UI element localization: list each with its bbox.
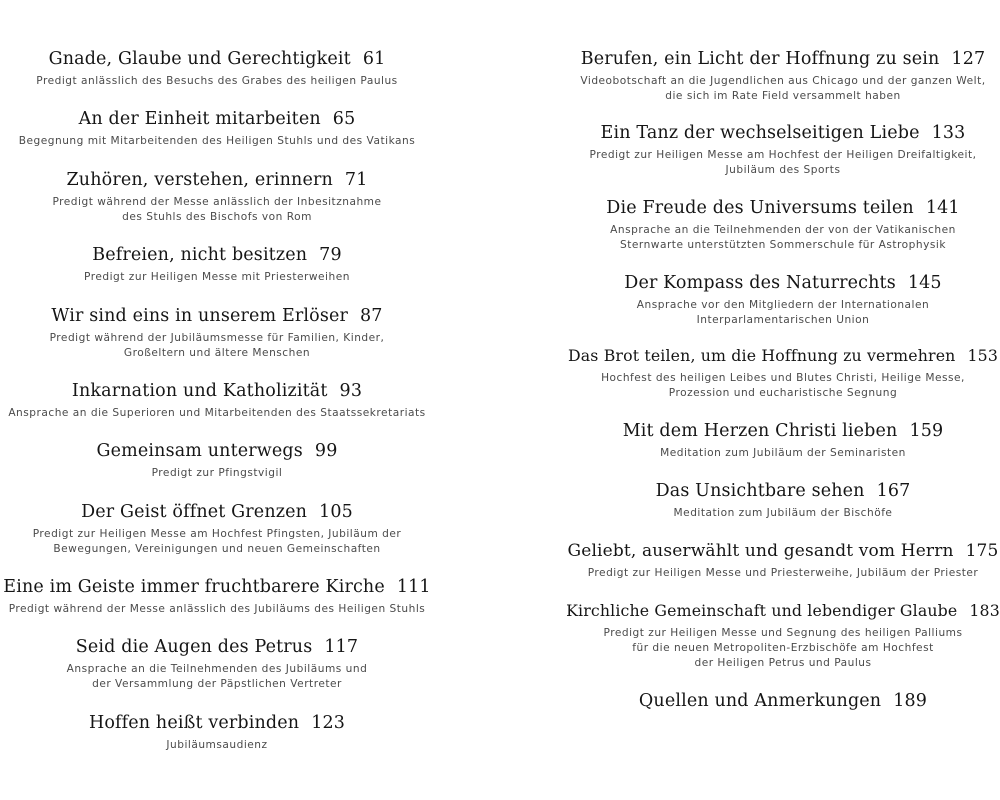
entry-title: Die Freude des Universums teilen [606, 198, 914, 218]
toc-entry [0, 501, 434, 557]
entry-title-line [566, 600, 1000, 622]
entry-title: Zuhören, verstehen, erinnern [66, 170, 333, 190]
entry-title-line [0, 48, 434, 70]
entry-title-line [0, 244, 434, 266]
entry-description-line: Meditation zum Jubiläum der Seminaristen [660, 447, 906, 459]
toc-entry [0, 712, 434, 753]
entry-page-number: 65 [332, 109, 356, 129]
entry-page-number: 145 [907, 273, 942, 293]
entry-description [0, 602, 434, 617]
entry-title-line [566, 540, 1000, 562]
entry-description-line: Predigt zur Heiligen Messe am Hochfest der Heiligen Dreifaltigkeit, [589, 149, 977, 161]
entry-title-line [566, 272, 1000, 294]
entry-page-number: 117 [324, 637, 359, 657]
entry-title-line [566, 197, 1000, 219]
entry-title-line [0, 380, 434, 402]
entry-description-line: Ansprache an die Teilnehmenden der von der Vatikanischen [610, 224, 956, 236]
toc-entry [566, 48, 1000, 104]
entry-title-line [0, 169, 434, 191]
toc-entry [566, 540, 1000, 581]
entry-title: Der Kompass des Naturrechts [624, 273, 896, 293]
entry-description [0, 270, 434, 285]
entry-page-number: 141 [925, 198, 960, 218]
toc-entry [566, 690, 1000, 712]
toc-entry [0, 440, 434, 481]
entry-title: Quellen und Anmerkungen [638, 691, 882, 711]
entry-description [566, 626, 1000, 671]
entry-description [566, 506, 1000, 521]
entry-page-number: 105 [319, 502, 353, 522]
entry-description-line: Predigt während der Messe anlässlich des Jubiläums des Heiligen Stuhls [8, 603, 426, 615]
entry-title-line [0, 576, 434, 598]
entry-description-line: Interparlamentarischen Union [696, 314, 870, 326]
entry-description [0, 466, 434, 481]
entry-description-line: die sich im Rate Field versammelt haben [665, 90, 901, 102]
entry-title-line [566, 345, 1000, 367]
toc-entry [566, 480, 1000, 521]
entry-description [0, 527, 434, 557]
entry-title: Ein Tanz der wechselseitigen Liebe [600, 123, 920, 143]
entry-title-line [566, 690, 1000, 712]
entry-page-number: 189 [893, 691, 928, 711]
entry-description [566, 566, 1000, 581]
entry-description [566, 223, 1000, 253]
entry-title: Kirchliche Gemeinschaft und lebendiger Glaube [566, 601, 958, 620]
entry-description-line: Großeltern und ältere Menschen [123, 347, 311, 359]
entry-title: Gemeinsam unterwegs [96, 441, 303, 461]
entry-page-number: 71 [344, 170, 368, 190]
entry-page-number: 61 [362, 49, 386, 69]
entry-title-line [566, 122, 1000, 144]
entry-description [0, 331, 434, 361]
entry-title: Eine im Geiste immer fruchtbarere Kirche [3, 577, 385, 597]
entry-description-line: Begegnung mit Mitarbeitenden des Heiligen Stuhls und des Vatikans [18, 135, 416, 147]
entry-title: Das Unsichtbare sehen [655, 481, 865, 501]
toc-entry [0, 244, 434, 285]
toc-entry [0, 48, 434, 89]
entry-title-line [0, 636, 434, 658]
toc-entry [566, 345, 1000, 401]
entry-title: Befreien, nicht besitzen [92, 245, 308, 265]
entry-page-number: 133 [931, 123, 966, 143]
entry-title: Das Brot teilen, um die Hoffnung zu vermehren [567, 346, 956, 365]
entry-description-line: Bewegungen, Vereinigungen und neuen Gemeinschaften [53, 543, 381, 555]
entry-description-line: Sternwarte unterstützten Sommerschule für Astrophysik [620, 239, 946, 251]
entry-page-number: 123 [311, 713, 346, 733]
entry-description-line: Predigt anlässlich des Besuchs des Grabes des heiligen Paulus [36, 75, 398, 87]
entry-title: Gnade, Glaube und Gerechtigkeit [48, 49, 351, 69]
entry-title: Mit dem Herzen Christi lieben [622, 421, 898, 441]
entry-description [566, 371, 1000, 401]
toc-entry [566, 122, 1000, 178]
toc-entry [566, 600, 1000, 671]
entry-description-line: Predigt zur Heiligen Messe und Segnung des heiligen Palliums [603, 627, 963, 639]
entry-description-line: Hochfest des heiligen Leibes und Blutes Christi, Heilige Messe, [601, 372, 965, 384]
entry-description [0, 134, 434, 149]
entry-title: Inkarnation und Katholizität [71, 381, 328, 401]
entry-title: Geliebt, auserwählt und gesandt vom Herrn [567, 541, 954, 561]
entry-page-number: 79 [319, 245, 342, 265]
entry-description-line: Predigt zur Pfingstvigil [151, 467, 283, 479]
toc-entry [0, 576, 434, 617]
entry-description-line: Ansprache vor den Mitgliedern der Internationalen [636, 299, 930, 311]
toc-entry [0, 169, 434, 225]
entry-title-line [566, 420, 1000, 442]
entry-description [0, 195, 434, 225]
entry-title-line [0, 501, 434, 523]
entry-description-line: Predigt zur Heiligen Messe mit Priesterweihen [84, 271, 350, 283]
toc-entry [0, 636, 434, 692]
entry-title-line [0, 440, 434, 462]
entry-description [0, 662, 434, 692]
entry-description-line: für die neuen Metropoliten-Erzbischöfe am Hochfest [632, 642, 934, 654]
entry-page-number: 153 [967, 346, 998, 365]
entry-description-line: des Stuhls des Bischofs von Rom [122, 211, 312, 223]
entry-description [0, 406, 434, 421]
entry-description [0, 738, 434, 753]
entry-page-number: 87 [359, 306, 383, 326]
entry-page-number: 167 [876, 481, 911, 501]
entry-title: Der Geist öffnet Grenzen [81, 502, 308, 522]
toc-entry [566, 197, 1000, 253]
entry-title-line [566, 480, 1000, 502]
entry-description-line: Ansprache an die Teilnehmenden des Jubiläums und [66, 663, 368, 675]
entry-title-line [566, 48, 1000, 70]
entry-title-line [0, 305, 434, 327]
entry-page-number: 93 [339, 381, 363, 401]
entry-description-line: Meditation zum Jubiläum der Bischöfe [673, 507, 893, 519]
entry-page-number: 159 [909, 421, 944, 441]
entry-description-line: Predigt während der Messe anlässlich der Inbesitznahme [52, 196, 382, 208]
entry-description [566, 446, 1000, 461]
entry-title: Seid die Augen des Petrus [75, 637, 313, 657]
entry-description [566, 74, 1000, 104]
toc-entry [0, 380, 434, 421]
entry-title: An der Einheit mitarbeiten [78, 109, 321, 129]
entry-description-line: Ansprache an die Superioren und Mitarbeitenden des Staatssekretariats [8, 407, 426, 419]
entry-title: Hoffen heißt verbinden [88, 713, 300, 733]
entry-title: Wir sind eins in unserem Erlöser [51, 306, 348, 326]
toc-entry [566, 420, 1000, 461]
entry-description-line: Jubiläumsaudienz [166, 739, 268, 751]
entry-description-line: der Heiligen Petrus und Paulus [694, 657, 872, 669]
entry-page-number: 111 [396, 577, 431, 597]
entry-page-number: 183 [969, 601, 1000, 620]
entry-description [566, 148, 1000, 178]
entry-page-number: 175 [965, 541, 999, 561]
entry-description-line: Predigt zur Heiligen Messe am Hochfest Pfingsten, Jubiläum der [32, 528, 402, 540]
toc-entry [0, 108, 434, 149]
entry-description-line: der Versammlung der Päpstlichen Vertreter [92, 678, 342, 690]
entry-title-line [0, 712, 434, 734]
entry-description-line: Prozession und eucharistische Segnung [668, 387, 898, 399]
entry-description-line: Predigt zur Heiligen Messe und Priesterweihe, Jubiläum der Priester [587, 567, 979, 579]
entry-title: Berufen, ein Licht der Hoffnung zu sein [580, 49, 940, 69]
entry-page-number: 127 [951, 49, 986, 69]
toc-entry [566, 272, 1000, 328]
entry-description [566, 298, 1000, 328]
entry-title-line [0, 108, 434, 130]
entry-description-line: Jubiläum des Sports [725, 164, 841, 176]
entry-page-number: 99 [314, 441, 338, 461]
toc-entry [0, 305, 434, 361]
entry-description-line: Videobotschaft an die Jugendlichen aus Chicago und der ganzen Welt, [580, 75, 986, 87]
entry-description-line: Predigt während der Jubiläumsmesse für Familien, Kinder, [49, 332, 385, 344]
entry-description [0, 74, 434, 89]
